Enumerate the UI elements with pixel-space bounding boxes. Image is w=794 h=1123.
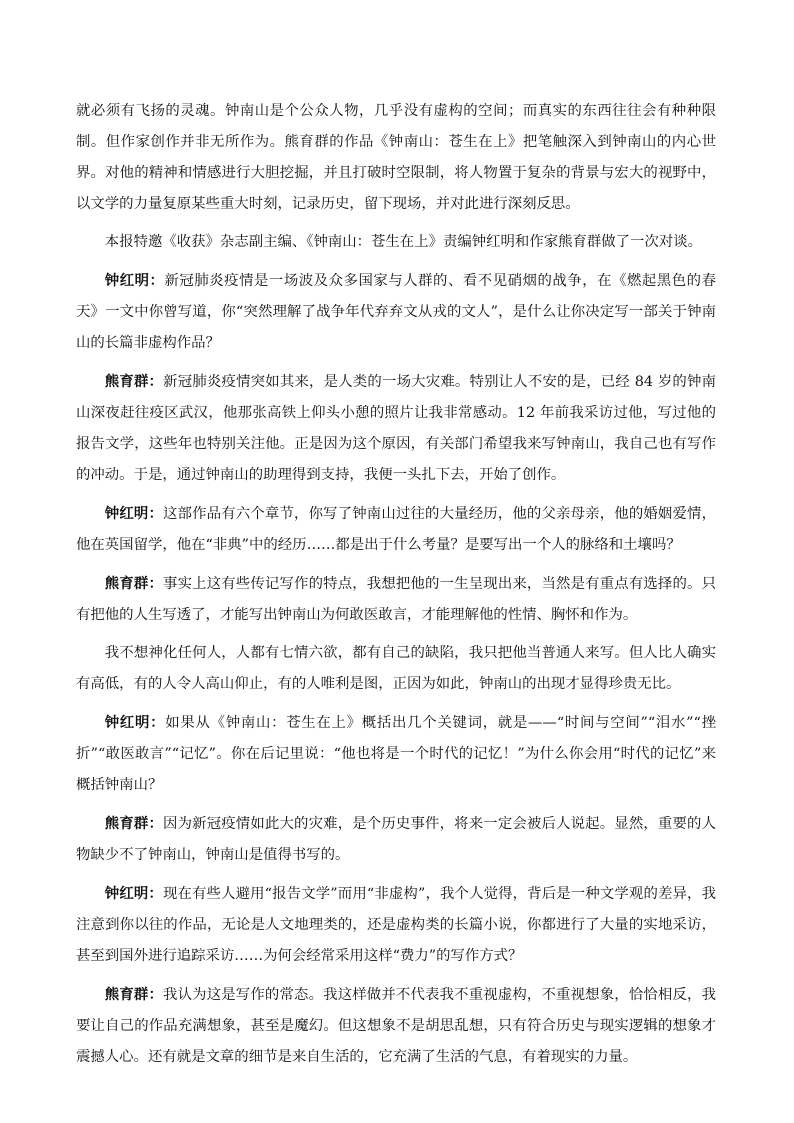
dialog-paragraph (76, 498, 716, 561)
dialog-paragraph (76, 265, 716, 359)
speaker-name: 熊育群： (104, 986, 164, 1003)
paragraph-intro-continuation (76, 96, 716, 220)
dialog-text: 新冠肺炎疫情是一场波及众多国家与人群的、看不见硝烟的战争，在《燃起黑色的春天》一文中你曾写道，你“突然理解了战争年代弃弃文从戎的文人”，是什么让你决定写一部关于钟南山的长篇非虚构作品？ (76, 273, 716, 351)
speaker-name: 熊育群： (104, 815, 164, 832)
speaker-name: 熊育群： (104, 575, 164, 592)
paragraph-text: 就必须有飞扬的灵魂。钟南山是个公众人物，几乎没有虚构的空间；而真实的东西往往会有种种限制。但作家创作并非无所作为。熊育群的作品《钟南山：苍生在上》把笔触深入到钟南山的内心世界。对他的精神和情感进行大胆挖掘，并且打破时空限制，将人物置于复杂的背景与宏大的视野中，以文学的力量复原某些重大时刻，记录历史，留下现场，并对此进行深刻反思。 (76, 103, 716, 212)
dialog-paragraph (76, 366, 716, 491)
dialog-text: 现在有些人避用“报告文学”而用“非虚构”，我个人觉得，背后是一种文学观的差异，我注意到你以往的作品，无论是人文地理类的，还是虚构类的长篇小说，你都进行了大量的实地采访，甚至到国外进行追踪采访……为何会经常采用这样“费力”的写作方式？ (76, 886, 716, 964)
speaker-name: 钟红明： (104, 885, 163, 902)
dialog-paragraph (76, 878, 716, 972)
dialog-paragraph (76, 707, 716, 801)
dialog-text: 新冠肺炎疫情突如其来，是人类的一场大灾难。特别让人不安的是，已经 84 岁的钟南山深夜赶往疫区武汉，他那张高铁上仰头小憩的照片让我非常感动。12 年前我采访过他，写过他的报告文学，这些年也特别关注他。正是因为这个原因，有关部门希望我来写钟南山，我自己也有写作的冲动。于是，通过钟南山的助理得到支持，我便一头扎下去，开始了创作。 (76, 374, 716, 483)
speaker-name: 钟红明： (104, 272, 165, 289)
paragraph-text: 我不想神化任何人，人都有七情六欲，都有自己的缺陷，我只把他当普通人来写。但人比人确实有高低，有的人令人高山仰止，有的人唯利是图，正因为如此，钟南山的出现才显得珍贵无比。 (76, 645, 716, 692)
paragraph-intro-note (76, 227, 716, 258)
speaker-name: 熊育群： (104, 373, 164, 390)
speaker-name: 钟红明： (104, 714, 166, 731)
paragraph-text: 本报特邀《收获》杂志副主编、《钟南山：苍生在上》责编钟红明和作家熊育群做了一次对谈。 (104, 234, 703, 250)
paragraph-plain (76, 638, 716, 700)
dialog-text: 事实上这有些传记写作的特点，我想把他的一生呈现出来，当然是有重点有选择的。只有把他的人生写透了，才能写出钟南山为何敢医敢言，才能理解他的性情、胸怀和作为。 (76, 576, 716, 623)
dialog-paragraph (76, 808, 716, 871)
dialog-text: 因为新冠疫情如此大的灾难，是个历史事件，将来一定会被后人说起。显然，重要的人物缺少不了钟南山，钟南山是值得书写的。 (76, 816, 716, 863)
dialog-text: 这部作品有六个章节，你写了钟南山过往的大量经历，他的父亲母亲，他的婚姻爱情，他在英国留学，他在“非典”中的经历……都是出于什么考量？是要写出一个人的脉络和土壤吗？ (76, 506, 716, 553)
dialog-paragraph (76, 568, 716, 631)
speaker-name: 钟红明： (104, 505, 164, 522)
dialog-text: 我认为这是写作的常态。我这样做并不代表我不重视虚构，不重视想象，恰恰相反，我要让自己的作品充满想象，甚至是魔幻。但这想象不是胡思乱想，只有符合历史与现实逻辑的想象才震撼人心。还有就是文章的细节是来自生活的，它充满了生活的气息，有着现实的力量。 (76, 987, 716, 1065)
article-body (76, 96, 716, 1080)
dialog-text: 如果从《钟南山：苍生在上》概括出几个关键词，就是——“时间与空间”“泪水”“挫折”“敢医敢言”“记忆”。你在后记里说：“他也将是一个时代的记忆！”为什么你会用“时代的记忆”来概括钟南山？ (76, 715, 716, 793)
dialog-paragraph (76, 979, 716, 1073)
